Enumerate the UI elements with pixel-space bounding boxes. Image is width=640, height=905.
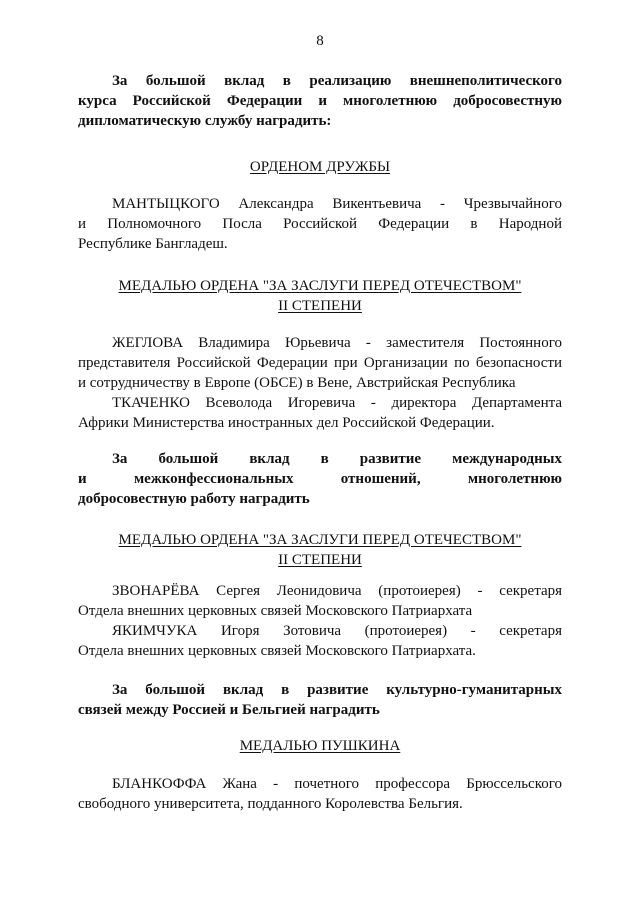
recipient-line: ЖЕГЛОВА Владимира Юрьевича - заместителя Постоянного [112, 335, 562, 351]
recipient-line: Африки Министерства иностранных дел Российской Федерации. [78, 415, 495, 431]
section-3-preamble [78, 680, 562, 720]
recipient-tkachenko [78, 393, 562, 433]
recipient-line: свободного университета, подданного Королевства Бельгия. [78, 796, 463, 812]
section-2-preamble [78, 449, 562, 509]
page-number: 8 [316, 33, 324, 49]
recipient-zheglov [78, 333, 562, 393]
award-title-medal-merit-2 [78, 530, 562, 570]
recipient-line: Отдела внешних церковных связей Московского Патриархата [78, 603, 473, 619]
award-title-line: МЕДАЛЬЮ ОРДЕНА "ЗА ЗАСЛУГИ ПЕРЕД ОТЕЧЕСТВОМ" [118, 532, 522, 548]
recipient-line: ТКАЧЕНКО Всеволода Игоревича - директора Департамента [112, 395, 562, 411]
award-title-line: II СТЕПЕНИ [278, 298, 362, 314]
preamble-line: За большой вклад в развитие культурно-гуманитарных [112, 682, 562, 698]
preamble-line: курса Российской Федерации и многолетнюю добросовестную [78, 93, 562, 109]
recipient-line: Отдела внешних церковных связей Московского Патриархата. [78, 643, 476, 659]
recipient-line: Республике Бангладеш. [78, 236, 228, 252]
recipient-zvonarev [78, 581, 562, 621]
recipient-line: и сотрудничеству в Европе (ОБСЕ) в Вене, Австрийская Республика [78, 375, 516, 391]
award-title-line: МЕДАЛЬЮ ПУШКИНА [239, 738, 401, 754]
award-title-line: ОРДЕНОМ ДРУЖБЫ [249, 159, 391, 175]
recipient-yakimchuk [78, 621, 562, 661]
preamble-line: связей между Россией и Бельгией наградить [78, 702, 380, 718]
recipient-line: представителя Российской Федерации при Организации по безопасности [78, 355, 562, 371]
award-title-line: МЕДАЛЬЮ ОРДЕНА "ЗА ЗАСЛУГИ ПЕРЕД ОТЕЧЕСТВОМ" [118, 278, 522, 294]
award-title-order-of-friendship [78, 157, 562, 177]
preamble-line: добросовестную работу наградить [78, 491, 310, 507]
award-title-line: II СТЕПЕНИ [278, 552, 362, 568]
recipient-line: ЯКИМЧУКА Игоря Зотовича (протоиерея) - секретаря [112, 623, 562, 639]
award-title-medal-merit-2 [78, 276, 562, 316]
preamble-line: За большой вклад в развитие международных [112, 451, 562, 467]
recipient-line: и Полномочного Посла Российской Федерации в Народной [78, 216, 562, 232]
preamble-line: За большой вклад в реализацию внешнеполитического [112, 73, 562, 89]
preamble-line: и межконфессиональных отношений, многолетнюю [78, 471, 562, 487]
recipient-blankoff [78, 774, 562, 814]
award-title-pushkin-medal [78, 736, 562, 756]
recipient-line: БЛАНКОФФА Жана - почетного профессора Брюссельского [112, 776, 562, 792]
recipient-mantytskiy [78, 194, 562, 254]
preamble-line: дипломатическую службу наградить: [78, 113, 332, 129]
recipient-line: МАНТЫЦКОГО Александра Викентьевича - Чрезвычайного [112, 196, 562, 212]
recipient-line: ЗВОНАРЁВА Сергея Леонидовича (протоиерея) - секретаря [112, 583, 562, 599]
section-1-preamble [78, 71, 562, 131]
